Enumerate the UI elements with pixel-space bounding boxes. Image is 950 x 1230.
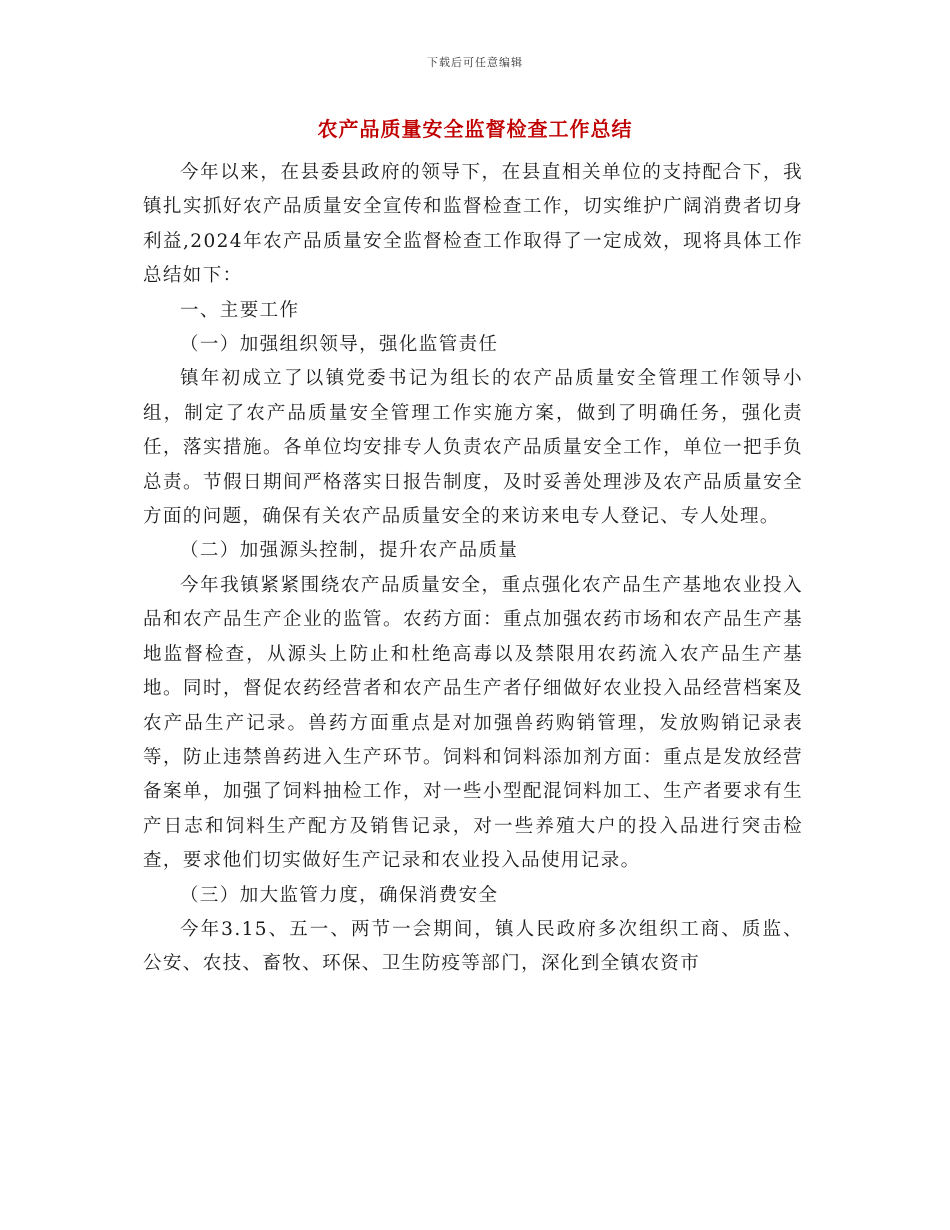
document-title: 农产品质量安全监督检查工作总结: [317, 117, 633, 141]
section-heading-main-work: 一、主要工作: [180, 299, 300, 321]
subsection-heading-3: （三）加大监管力度，确保消费安全: [180, 884, 499, 906]
paragraph-source-control: 今年我镇紧紧围绕农产品质量安全，重点强化农产品生产基地农业投入品和农产品生产企业的监管。农药方面：重点加强农药市场和农产品生产基地监督检查，从源头上防止和杜绝高毒以及禁限用农药流入农产品生产基地。同时，督促农药经营者和农产品生产者仔细做好农业投入品经营档案及农产品生产记录。兽药方面重点是对加强兽药购销管理，发放购销记录表等，防止违禁兽药进入生产环节。饲料和饲料添加剂方面：重点是发放经营备案单，加强了饲料抽检工作，对一些小型配混饲料加工、生产者要求有生产日志和饲料生产配方及销售记录，对一些养殖大户的投入品进行突击检查，要求他们切实做好生产记录和农业投入品使用记录。: [143, 574, 803, 872]
subsection-heading-1: （一）加强组织领导，强化监管责任: [180, 334, 499, 356]
document-body: [143, 156, 803, 982]
paragraph-supervision: 今年3.15、五一、两节一会期间，镇人民政府多次组织工商、质监、公安、农技、畜牧、环保、卫生防疫等部门，深化到全镇农资市: [143, 918, 803, 975]
paragraph-organization: 镇年初成立了以镇党委书记为组长的农产品质量安全管理工作领导小组，制定了农产品质量安全管理工作实施方案，做到了明确任务，强化责任，落实措施。各单位均安排专人负责农产品质量安全工作，单位一把手负总责。节假日期间严格落实日报告制度，及时妥善处理涉及农产品质量安全方面的问题，确保有关农产品质量安全的来访来电专人登记、专人处理。: [143, 368, 803, 528]
intro-paragraph: 今年以来，在县委县政府的领导下，在县直相关单位的支持配合下，我镇扎实抓好农产品质量安全宣传和监督检查工作，切实维护广阔消费者切身利益,2024年农产品质量安全监督检查工作取得了一定成效，现将具体工作总结如下：: [143, 162, 803, 287]
header-note: 下载后可任意编辑: [427, 56, 523, 69]
subsection-heading-2: （二）加强源头控制，提升农产品质量: [180, 540, 519, 562]
